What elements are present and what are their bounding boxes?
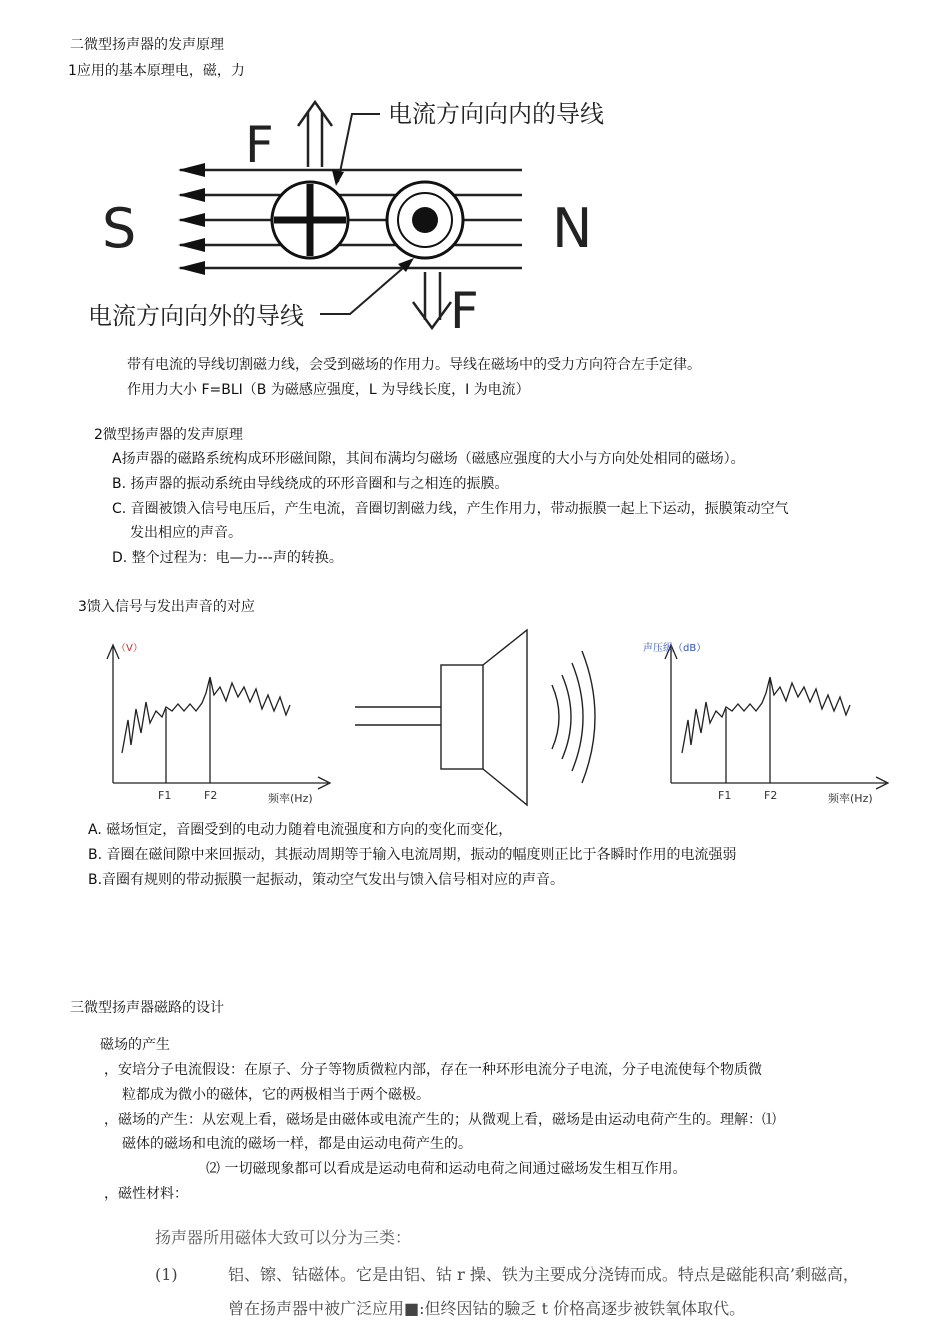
pole-n-label: N (552, 197, 593, 260)
subheading-basic-principle: 1应用的基本原理电，磁，力 (68, 63, 245, 79)
left-graph-ylabel: （V） (116, 643, 143, 654)
list-item: C. 音圈被馈入信号电压后，产生电流，音圈切割磁力线，产生作用力，带动振膜一起上下运动，振膜策动空气 (112, 501, 789, 517)
list-item: B. 音圈在磁间隙中来回振动，其振动周期等于输入电流周期，振动的幅度则正比于各瞬时作用的电流强弱 (88, 847, 737, 863)
speaker-icon (355, 630, 527, 805)
right-graph-f1: F1 (718, 789, 732, 802)
label-current-in: 电流方向向内的导线 (388, 100, 604, 128)
subheading-field-generation: 磁场的产生 (100, 1037, 170, 1053)
bullet-line: ，磁场的产生：从宏观上看，磁场是由磁体或电流产生的；从微观上看，磁场是由运动电荷产生的。理解：⑴ (104, 1112, 776, 1128)
magnet-item-number: (1) (155, 1265, 178, 1284)
sound-pressure-graph (665, 645, 888, 789)
list-item: 发出相应的声音。 (130, 525, 242, 541)
section3-heading: 三微型扬声器磁路的设计 (70, 1000, 224, 1016)
leader-line-out (320, 262, 410, 314)
list-item: B.音圈有规则的带动振膜一起振动，策动空气发出与馈入信号相对应的声音。 (88, 872, 565, 888)
force-label-down: F (450, 282, 479, 340)
left-graph-xlabel: 频率(Hz) (268, 792, 313, 805)
bullet-line: ，磁性材料： (104, 1186, 188, 1202)
subheading-speaker-principle: 2微型扬声器的发声原理 (94, 427, 243, 443)
section2-heading: 二微型扬声器的发声原理 (70, 37, 224, 53)
magnet-item-line1: 铝、镲、钴磁体。它是由铝、钴 r 操、铁为主要成分浇铸而成。特点是磁能积高’剩磁高， (228, 1265, 859, 1284)
signal-sound-figure (100, 625, 900, 815)
sound-waves-icon (552, 651, 595, 783)
pole-s-label: S (102, 197, 137, 260)
magnet-types-intro: 扬声器所用磁体大致可以分为三类： (155, 1228, 412, 1247)
bullet-line: 粒都成为微小的磁体，它的两极相当于两个磁极。 (122, 1087, 430, 1103)
para-force-line2: 作用力大小 F=BLI（B 为磁感应强度，L 为导线长度，I 为电流） (127, 382, 530, 398)
list-item: B. 扬声器的振动系统由导线绕成的环形音圈和与之相连的振膜。 (112, 476, 509, 492)
list-item: D. 整个过程为：电—力---声的转换。 (112, 550, 343, 566)
conductor-current-out (387, 182, 463, 258)
magnetic-field-lines (180, 170, 522, 268)
right-graph-f2: F2 (764, 789, 778, 802)
conductor-current-in (272, 182, 348, 258)
bullet-line: 磁体的磁场和电流的磁场一样，都是由运动电荷产生的。 (122, 1136, 472, 1152)
right-graph-xlabel: 频率(Hz) (828, 792, 873, 805)
para-force-line1: 带有电流的导线切割磁力线，会受到磁场的作用力。导线在磁场中的受力方向符合左手定律。 (127, 357, 701, 373)
bullet-line: ⑵ 一切磁现象都可以看成是运动电荷和运动电荷之间通过磁场发生相互作用。 (206, 1161, 687, 1177)
left-graph-f2: F2 (204, 789, 218, 802)
right-graph-ylabel: 声压级（dB） (643, 643, 707, 654)
leader-line-in (338, 114, 380, 182)
force-on-conductor-figure (80, 92, 640, 342)
input-voltage-graph (107, 645, 330, 789)
force-up-arrow (298, 102, 332, 167)
force-label-up: F (245, 116, 274, 174)
list-item: A扬声器的磁路系统构成环形磁间隙，其间布满均匀磁场（磁感应强度的大小与方向处处相同的磁场）。 (112, 451, 745, 467)
list-item: A. 磁场恒定，音圈受到的电动力随着电流强度和方向的变化而变化， (88, 822, 513, 838)
field-arrowheads (178, 163, 205, 275)
force-down-arrow (413, 272, 451, 328)
magnet-item-line2: 曾在扬声器中被广泛应用■:但终因钴的驗乏 t 价格高逐步被铁氧体取代。 (228, 1299, 746, 1318)
left-graph-f1: F1 (158, 789, 172, 802)
subheading-signal-sound: 3馈入信号与发出声音的对应 (78, 599, 255, 615)
label-current-out: 电流方向向外的导线 (88, 302, 304, 330)
bullet-line: ，安培分子电流假设：在原子、分子等物质微粒内部，存在一种环形电流分子电流，分子电流使每个物质微 (104, 1062, 762, 1078)
